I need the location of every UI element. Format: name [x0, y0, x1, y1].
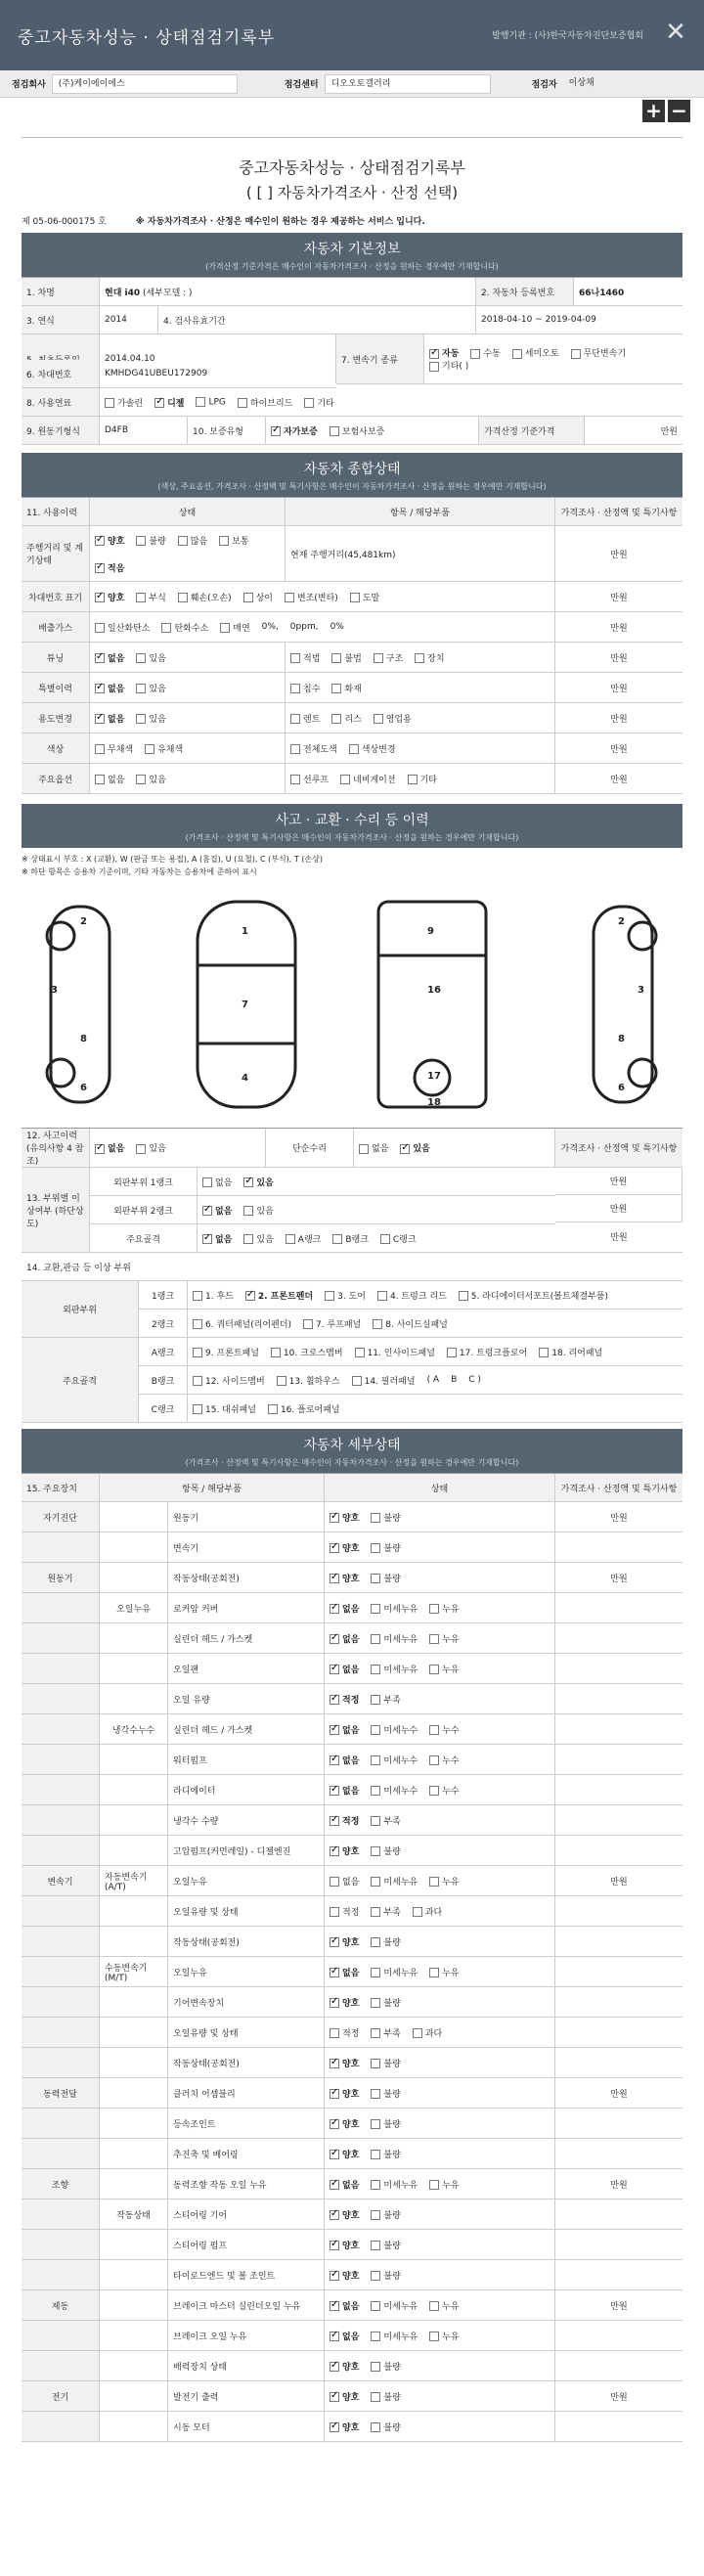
- close-icon[interactable]: ✕: [665, 18, 686, 47]
- summary-row: 색상 무채색 유채색 전체도색 색상변경 만원: [22, 733, 682, 764]
- doc-note: ※ 자동차가격조사 · 산정은 매수인이 원하는 경우 제공하는 서비스 입니다.: [135, 217, 425, 227]
- value-center: 디오오토갤러리: [325, 74, 491, 94]
- detail-row: 제동 브레이크 마스터 실린더오일 누유 ✓ 없음 미세누유 누유 만원: [22, 2290, 682, 2321]
- detail-row: 원동기 작동상태(공회전) ✓ 양호 불량 만원: [22, 1563, 682, 1593]
- record-document: 중고자동차성능 · 상태점검기록부 ( [ ] 자동차가격조사 · 산정 선택) 제 05-06-000175 호 ※ 자동차가격조사 · 산정은 매수인이 원하는 경우 제공하는 서비스 입니다. 자동차 기본정보 (가격산정 기준가격은 매수인이 자동차가격조사 · 산정을 원하는 경우에만 기재합니다) 1. 차명 현대 i40 (세부모델 : ) 2. 자동차 등록번호 66나1460 3. 연식 2014 4. 검사유효기간 2018-04-10 ~ 2019-04-09 2014.04.10 7. 변속기 종류 ✓자동 수동 세미오토 무단변속기 기타( ) 6. 차대번호 KMHDG41UBEU172909 8. 사용연료 가솔린 ✓ 디젤 LPG 하이브리드 기타 9. 원동기형식 D4FB 10. 보증유형 ✓ 자가보증 보험사보증 가격산정 기준가격 만원 자동차 종합상태 (색상, 주요옵션, 가격조사 · 산정액 및 특기사항은 매수인이 자동차가격조사 · 산정을 원하는 경우에만 기재합니다) 11. 사용이력 상태 항목 / 해당부품 가격조사 · 산정액 및 특기사항 주행거리 및 계기상태 ✓양호 불량 많음 보통 ✓적음 현재 주행거리(45,481km) 만원 차대번호 표기 ✓ 양호 부식 훼손(오손) 상이 변조(변타) 도말 만원 배출가스 일산화탄소 탄화수소 매연 0%, 0ppm, 0% 만원 튜닝 ✓ 없음 있음 적법 불법 구조 장치 만원 특별이력 ✓ 없음 있음 침수 화재 만원 용도변경 ✓ 없음 있음 렌트 리스 영업용 만원 색상 무채색 유채색 전체도색 색상변경 만원 주요옵션 없음 있음 선루프 네비게이션 기타 만원 사고 · 교환 · 수리 등 이력 (가격조사 · 산정액 및 특기사항은 매수인이 자동차가격조사 · 산정을 원하는 경우에만 기재합니다) ※ 상태표시 부호 : X (교환), W (판금 또는 용접), A (흠집), U (요철), C (부식), T (손상) ※ 하단 항목은 승용차 기준이며, 기타 자동차는 승용차에 준하여 표시 2 3 8 6 1 7 4 9 16 17 18 2 3 8 6 12. 사고이력 (유의사항 4 참조) ✓없음 있음 단순수리 없음 ✓ 있음 가격조사 · 산정액 및 특기사항 13. 부위별 이상여부 (하단상도) 외판부위 1랭크 없음 ✓ 있음 외판부위 2랭크 ✓ 없음 있음 주요골격 ✓ 없음 있음 A랭크 B랭크 C랭크 만원 만원 만원 14. 교환,판금 등 이상 부위 외판부위 1랭크 1. 후드 ✓ 2. 프론트펜더 3. 도어 4. 트렁크 리드 5. 라디에이터서포트(볼트체결부품) 2랭크 6. 쿼터패널(리어펜더) 7. 루프패널 8. 사이드실패널 주요골격 A랭크 9. 프론트패널 10. 크로스멤버 11. 인사이드패널 17. 트렁크플로어 18. 리어패널 B랭크 12. 사이드멤버 13. 휠하우스 14. 필러패널 ( A B C ) C랭크 15. 대쉬패널 16. 플로어패널 자동차 세부상태 (가격조사 · 산정액 및 특기사항은 매수인이 자동차가격조사 · 산정을 원하는 경우에만 기재합니다) 15. 주요장치 항목 / 해당부품 상태 가격조사 · 산정액 및 특기사항 자기진단 원동기 ✓ 양호 불량 만원 변속기 ✓ 양호 불량 원동기 작동상태(공회전) ✓ 양호 불량 만원 오일누유 로커암 커버 ✓ 없음 미세누유 누유 실린더 헤드 / 가스켓 ✓ 없음 미세누유 누유 오일팬 ✓ 없음 미세누유 누유 오일 유량 ✓ 적정 부족 냉각수누수 실린더 헤드 / 가스켓 ✓ 없음 미세누수 누수 워터펌프 ✓ 없음 미세누수 누수 라디에이터 ✓ 없음 미세누수 누수 냉각수 수량 ✓ 적정 부족 고압펌프(커먼레일) - 디젤엔진 ✓ 양호 불량 변속기 자동변속기 (A/T) 오일누유 없음 미세누유 누유 만원 오일유량 및 상태 적정 부족 과다 작동상태(공회전) ✓ 양호 불량 수동변속기 (M/T) 오일누유 ✓ 없음 미세누유 누유 기어변속장치 ✓ 양호 불량 오일유량 및 상태 적정 부족 과다 작동상태(공회전) ✓ 양호 불량 동력전달 클러치 어셈블리 ✓ 양호 불량 만원 등속조인트 ✓ 양호 불량 추진축 및 베어링 ✓ 양호 불량 조향 동력조향 작동 오일 누유 ✓ 없음 미세누유 누유 만원 작동상태 스티어링 기어 ✓ 양호 불량 스티어링 펌프 ✓ 양호 불량 타이로드엔드 및 볼 조인트 ✓ 양호 불량 제동 브레이크 마스터 실린더오일 누유 ✓ 없음 미세누유 누유 만원 브레이크 오일 누유 ✓ 없음 미세누유 누유 배력장치 상태 ✓ 양호 불량 전기 발전기 출력 ✓ 양호 불량 만원 시동 모터 ✓ 양호 불량: [22, 137, 682, 2442]
- detail-row: 조향 동력조향 작동 오일 누유 ✓ 없음 미세누유 누유 만원: [22, 2169, 682, 2199]
- summary-row: 주요옵션 없음 있음 선루프 네비게이션 기타 만원: [22, 764, 682, 794]
- detail-row: 자기진단 원동기 ✓ 양호 불량 만원: [22, 1502, 682, 1532]
- summary-row: 용도변경 ✓ 없음 있음 렌트 리스 영업용 만원: [22, 703, 682, 733]
- detail-row: 냉각수 수량 ✓ 적정 부족: [22, 1805, 682, 1836]
- detail-row: 실린더 헤드 / 가스켓 ✓ 없음 미세누유 누유: [22, 1623, 682, 1654]
- value-inspector: 이상채: [568, 77, 594, 88]
- detail-row: 오일유량 및 상태 적정 부족 과다: [22, 1896, 682, 1927]
- detail-row: 전기 발전기 출력 ✓ 양호 불량 만원: [22, 2381, 682, 2412]
- detail-row: 오일유량 및 상태 적정 부족 과다: [22, 2018, 682, 2048]
- detail-row: 냉각수누수 실린더 헤드 / 가스켓 ✓ 없음 미세누수 누수: [22, 1714, 682, 1745]
- section-basic: 자동차 기본정보 (가격산정 기준가격은 매수인이 자동차가격조사 · 산정을 원하는 경우에만 기재합니다): [22, 233, 682, 277]
- detail-row: 수동변속기 (M/T) 오일누유 ✓ 없음 미세누유 누유: [22, 1957, 682, 1987]
- inspection-info: [0, 70, 704, 98]
- section-detail: 자동차 세부상태 (가격조사 · 산정액 및 특기사항은 매수인이 자동차가격조사 · 산정을 원하는 경우에만 기재합니다): [22, 1429, 682, 1473]
- summary-row: 배출가스 일산화탄소 탄화수소 매연 0%, 0ppm, 0% 만원: [22, 612, 682, 643]
- detail-row: 스티어링 펌프 ✓ 양호 불량: [22, 2230, 682, 2260]
- summary-row: 차대번호 표기 ✓ 양호 부식 훼손(오손) 상이 변조(변타) 도말 만원: [22, 582, 682, 612]
- detail-row: 작동상태 스티어링 기어 ✓ 양호 불량: [22, 2199, 682, 2230]
- label-inspector: 점검자: [531, 80, 557, 90]
- summary-row: 튜닝 ✓ 없음 있음 적법 불법 구조 장치 만원: [22, 643, 682, 673]
- detail-row: 추진축 및 베어링 ✓ 양호 불량: [22, 2139, 682, 2169]
- zoom-in-button[interactable]: +: [642, 100, 665, 122]
- section-accident: 사고 · 교환 · 수리 등 이력 (가격조사 · 산정액 및 특기사항은 매수인이 자동차가격조사 · 산정을 원하는 경우에만 기재합니다): [22, 804, 682, 848]
- detail-row: 변속기 자동변속기 (A/T) 오일누유 없음 미세누유 누유 만원: [22, 1866, 682, 1896]
- detail-row: 시동 모터 ✓ 양호 불량: [22, 2412, 682, 2442]
- section-summary: 자동차 종합상태 (색상, 주요옵션, 가격조사 · 산정액 및 특기사항은 매수인이 자동차가격조사 · 산정을 원하는 경우에만 기재합니다): [22, 453, 682, 497]
- value-company: (주)케이에이에스: [52, 74, 238, 94]
- detail-row: 라디에이터 ✓ 없음 미세누수 누수: [22, 1775, 682, 1805]
- title-bar: [0, 0, 704, 70]
- doc-number: 제 05-06-000175 호: [22, 217, 107, 227]
- detail-row: 오일 유량 ✓ 적정 부족: [22, 1684, 682, 1714]
- label-center: 점검센터: [284, 80, 319, 90]
- symbol-note: ※ 상태표시 부호 : X (교환), W (판금 또는 용접), A (흠집), U (요철), C (부식), T (손상): [22, 855, 324, 864]
- detail-row: 작동상태(공회전) ✓ 양호 불량: [22, 1927, 682, 1957]
- doc-title: 중고자동차성능 · 상태점검기록부: [239, 158, 465, 177]
- detail-row: 워터펌프 ✓ 없음 미세누수 누수: [22, 1745, 682, 1775]
- detail-row: 타이로드엔드 및 볼 조인트 ✓ 양호 불량: [22, 2260, 682, 2290]
- detail-row: 변속기 ✓ 양호 불량: [22, 1532, 682, 1563]
- summary-row: 주행거리 및 계기상태 ✓양호 불량 많음 보통 ✓적음 현재 주행거리(45,481km) 만원: [22, 526, 682, 582]
- detail-row: 작동상태(공회전) ✓ 양호 불량: [22, 2048, 682, 2078]
- detail-row: 오일누유 로커암 커버 ✓ 없음 미세누유 누유: [22, 1593, 682, 1623]
- detail-row: 기어변속장치 ✓ 양호 불량: [22, 1987, 682, 2018]
- detail-row: 등속조인트 ✓ 양호 불량: [22, 2109, 682, 2139]
- zoom-controls: [642, 100, 690, 122]
- detail-row: 배력장치 상태 ✓ 양호 불량: [22, 2351, 682, 2381]
- app-title: 중고자동차성능 · 상태점검기록부: [18, 27, 276, 48]
- scope-note: ※ 하단 항목은 승용차 기준이며, 기타 자동차는 승용차에 준하여 표시: [22, 867, 257, 876]
- doc-subtitle: ( [ ] 자동차가격조사 · 산정 선택): [245, 184, 459, 201]
- zoom-out-button[interactable]: −: [668, 100, 690, 122]
- detail-row: 동력전달 클러치 어셈블리 ✓ 양호 불량 만원: [22, 2078, 682, 2109]
- label-company: 점검회사: [12, 80, 46, 90]
- car-diagram: 2 3 8 6 1 7 4 9 16 17 18 2 3 8 6: [22, 887, 682, 1122]
- summary-row: 특별이력 ✓ 없음 있음 침수 화재 만원: [22, 673, 682, 703]
- detail-row: 오일팬 ✓ 없음 미세누유 누유: [22, 1654, 682, 1684]
- detail-row: 브레이크 오일 누유 ✓ 없음 미세누유 누유: [22, 2321, 682, 2351]
- issuer: 발행기관 : (사)한국자동차진단보증협회: [492, 31, 643, 41]
- detail-row: 고압펌프(커먼레일) - 디젤엔진 ✓ 양호 불량: [22, 1836, 682, 1866]
